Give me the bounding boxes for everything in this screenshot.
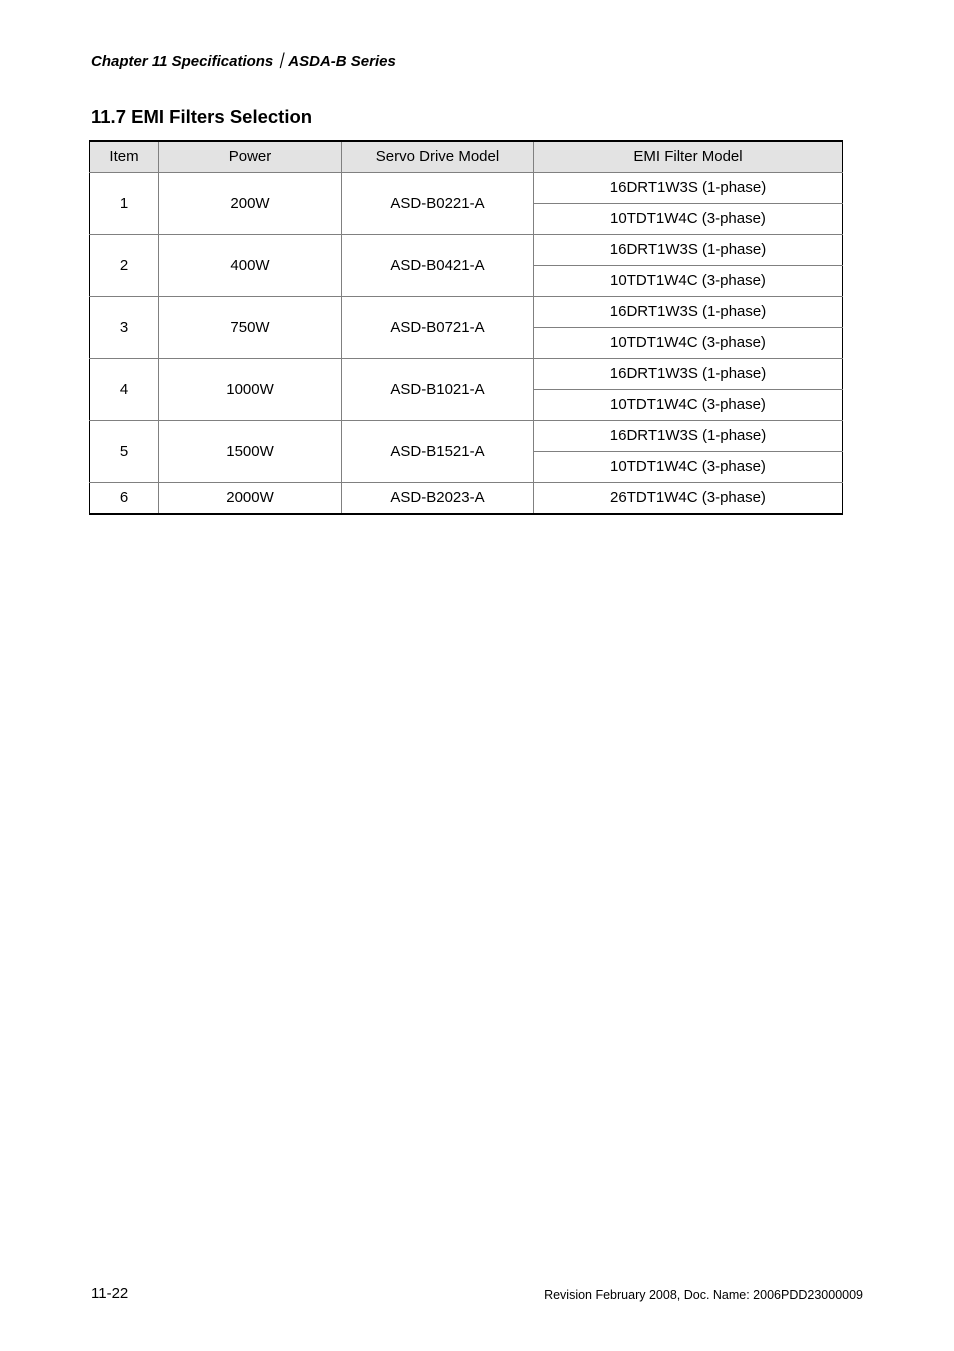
revision-note: Revision February 2008, Doc. Name: 2006PDD23000009 xyxy=(544,1288,863,1302)
emi-filter-cell: 16DRT1W3S (1-phase) xyxy=(534,297,843,328)
table-row xyxy=(90,235,843,266)
column-header-power: Power xyxy=(159,141,342,173)
servo-drive-model-cell: ASD-B2023-A xyxy=(342,483,534,515)
page-header: Chapter 11 Specifications｜ASDA-B Series xyxy=(91,53,396,70)
servo-drive-model-cell: ASD-B0221-A xyxy=(342,173,534,235)
table-row xyxy=(90,483,843,515)
item-cell: 2 xyxy=(90,235,159,297)
emi-filter-cell: 26TDT1W4C (3-phase) xyxy=(534,483,843,515)
emi-filter-table xyxy=(89,140,843,515)
emi-filter-cell: 16DRT1W3S (1-phase) xyxy=(534,359,843,390)
power-cell: 1500W xyxy=(159,421,342,483)
column-header-servo-drive-model: Servo Drive Model xyxy=(342,141,534,173)
item-cell: 4 xyxy=(90,359,159,421)
emi-filter-cell: 10TDT1W4C (3-phase) xyxy=(534,452,843,483)
column-header-emi-filter-model: EMI Filter Model xyxy=(534,141,843,173)
item-cell: 6 xyxy=(90,483,159,515)
emi-filter-cell: 10TDT1W4C (3-phase) xyxy=(534,204,843,235)
page-number: 11-22 xyxy=(91,1285,129,1302)
item-cell: 1 xyxy=(90,173,159,235)
column-header-item: Item xyxy=(90,141,159,173)
servo-drive-model-cell: ASD-B0721-A xyxy=(342,297,534,359)
table-row xyxy=(90,173,843,204)
power-cell: 1000W xyxy=(159,359,342,421)
table-row xyxy=(90,359,843,390)
section-title: 11.7 EMI Filters Selection xyxy=(91,106,313,127)
table-row xyxy=(90,297,843,328)
item-cell: 3 xyxy=(90,297,159,359)
emi-filter-cell: 10TDT1W4C (3-phase) xyxy=(534,266,843,297)
power-cell: 2000W xyxy=(159,483,342,515)
emi-filter-cell: 10TDT1W4C (3-phase) xyxy=(534,328,843,359)
table-header-row xyxy=(90,141,843,173)
emi-filter-cell: 10TDT1W4C (3-phase) xyxy=(534,390,843,421)
servo-drive-model-cell: ASD-B1521-A xyxy=(342,421,534,483)
emi-filter-cell: 16DRT1W3S (1-phase) xyxy=(534,173,843,204)
servo-drive-model-cell: ASD-B0421-A xyxy=(342,235,534,297)
item-cell: 5 xyxy=(90,421,159,483)
emi-filter-cell: 16DRT1W3S (1-phase) xyxy=(534,235,843,266)
power-cell: 400W xyxy=(159,235,342,297)
servo-drive-model-cell: ASD-B1021-A xyxy=(342,359,534,421)
power-cell: 200W xyxy=(159,173,342,235)
power-cell: 750W xyxy=(159,297,342,359)
emi-filter-cell: 16DRT1W3S (1-phase) xyxy=(534,421,843,452)
table-row xyxy=(90,421,843,452)
